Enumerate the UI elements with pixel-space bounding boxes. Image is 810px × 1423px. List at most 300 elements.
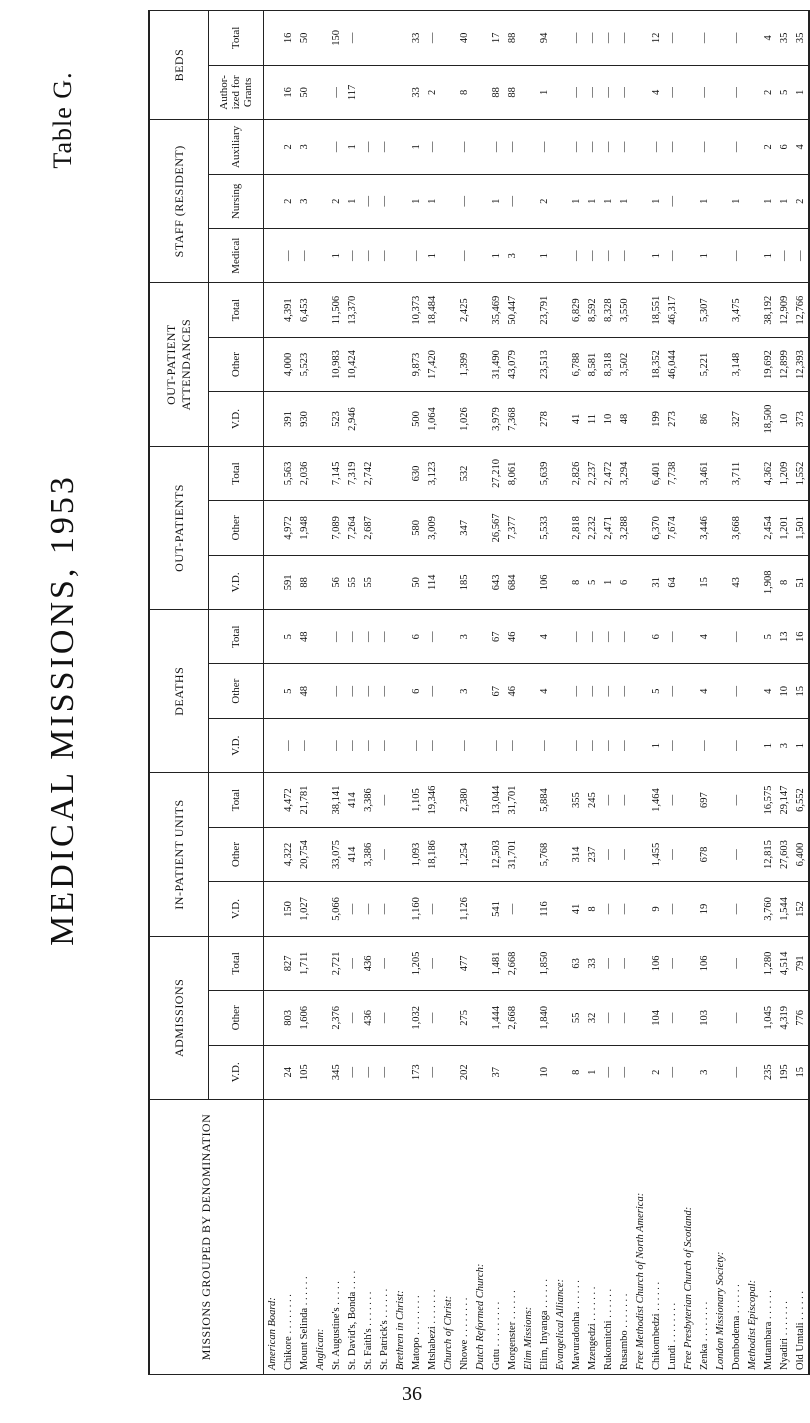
table-cell [632, 120, 648, 174]
table-cell [744, 501, 760, 555]
mission-row [536, 11, 552, 1375]
table-cell [744, 718, 760, 772]
table-cell: 6 [616, 555, 632, 609]
table-cell [744, 1045, 760, 1099]
table-cell: — [600, 718, 616, 772]
sub-nursing: Nursing [209, 174, 264, 228]
sub-other: Other [209, 337, 264, 391]
table-cell: 1,399 [456, 337, 472, 391]
table-cell: 15 [792, 1045, 809, 1099]
table-cell: 17,420 [424, 337, 440, 391]
mission-name: Mutambara . . . . . . [760, 1100, 776, 1375]
table-cell: 5,533 [536, 501, 552, 555]
table-cell: 1,544 [776, 882, 792, 936]
table-cell: 38,192 [760, 283, 776, 337]
table-cell [440, 555, 456, 609]
table-cell [440, 718, 456, 772]
table-cell: — [408, 718, 424, 772]
table-cell: 1,045 [760, 991, 776, 1045]
table-cell [552, 65, 568, 119]
table-cell [440, 283, 456, 337]
table-cell [520, 773, 536, 827]
mission-name: Mavuradonha . . . . . . [568, 1100, 584, 1375]
table-cell: — [296, 229, 312, 283]
table-cell [440, 392, 456, 446]
table-cell: 46,317 [664, 283, 680, 337]
table-cell [632, 392, 648, 446]
table-cell: 1,126 [456, 882, 472, 936]
table-cell: — [376, 827, 392, 881]
table-cell [264, 773, 281, 827]
table-cell [712, 229, 728, 283]
table-cell [472, 65, 488, 119]
table-cell [392, 882, 408, 936]
table-cell: — [728, 936, 744, 990]
table-cell [680, 991, 696, 1045]
table-cell [712, 991, 728, 1045]
page-number: 36 [402, 1383, 422, 1405]
table-cell: 48 [296, 664, 312, 718]
table-cell: 4,000 [280, 337, 296, 391]
table-cell: 8,318 [600, 337, 616, 391]
table-cell [264, 120, 281, 174]
table-cell [552, 827, 568, 881]
table-cell [632, 882, 648, 936]
table-cell: 2,826 [568, 446, 584, 500]
sub-vd: V.D. [209, 718, 264, 772]
table-cell: 2,454 [760, 501, 776, 555]
table-cell [632, 174, 648, 228]
table-cell [744, 610, 760, 664]
table-cell [744, 446, 760, 500]
table-cell [312, 936, 328, 990]
mission-row [616, 11, 632, 1375]
table-cell: — [584, 120, 600, 174]
table-cell: 50 [296, 11, 312, 66]
table-cell [680, 446, 696, 500]
table-cell: 12,393 [792, 337, 809, 391]
table-cell: — [776, 229, 792, 283]
table-cell: — [616, 718, 632, 772]
table-cell: 2 [760, 65, 776, 119]
table-cell: 314 [568, 827, 584, 881]
table-cell [440, 174, 456, 228]
table-cell [744, 174, 760, 228]
table-cell [680, 392, 696, 446]
table-cell [680, 174, 696, 228]
denomination-name: Elim Missions: [520, 1100, 536, 1375]
table-cell: 41 [568, 882, 584, 936]
table-cell [680, 501, 696, 555]
table-cell: 11,506 [328, 283, 344, 337]
mission-name: Rukomitchi . . . . . . [600, 1100, 616, 1375]
table-cell: — [616, 120, 632, 174]
table-cell [552, 283, 568, 337]
table-cell [632, 718, 648, 772]
table-cell: 2,818 [568, 501, 584, 555]
table-cell: 21,781 [296, 773, 312, 827]
header-admissions: ADMISSIONS [149, 936, 209, 1099]
table-cell: 48 [296, 610, 312, 664]
table-cell: 1 [792, 718, 809, 772]
table-cell: 6 [776, 120, 792, 174]
table-cell: 103 [696, 991, 712, 1045]
table-cell: — [568, 610, 584, 664]
mission-name: Mtshabezi . . . . . . . [424, 1100, 440, 1375]
table-cell: 18,186 [424, 827, 440, 881]
table-cell: 630 [408, 446, 424, 500]
table-cell: — [728, 991, 744, 1045]
table-cell [712, 555, 728, 609]
table-cell: 1,209 [776, 446, 792, 500]
table-cell: — [344, 936, 360, 990]
table-cell [744, 827, 760, 881]
mission-name: Old Umtali . . . . . . [792, 1100, 809, 1375]
table-cell [552, 174, 568, 228]
table-cell: — [728, 1045, 744, 1099]
table-cell [712, 1045, 728, 1099]
table-cell [312, 11, 328, 66]
table-cell: — [376, 718, 392, 772]
table-cell: — [568, 11, 584, 66]
table-cell: 2,687 [360, 501, 376, 555]
table-cell [680, 283, 696, 337]
table-cell: — [600, 882, 616, 936]
table-cell: — [664, 718, 680, 772]
table-cell: 1,205 [408, 936, 424, 990]
table-cell: 1,501 [792, 501, 809, 555]
table-cell: 1,606 [296, 991, 312, 1045]
table-cell [712, 174, 728, 228]
table-cell: 678 [696, 827, 712, 881]
table-cell: — [728, 229, 744, 283]
mission-row [728, 11, 744, 1375]
header-beds: BEDS [149, 11, 209, 120]
table-cell [472, 11, 488, 66]
table-cell: 355 [568, 773, 584, 827]
table-cell: — [568, 65, 584, 119]
table-cell [712, 718, 728, 772]
table-cell: 1,254 [456, 827, 472, 881]
table-cell: 1,908 [760, 555, 776, 609]
table-cell [744, 229, 760, 283]
table-cell: — [664, 827, 680, 881]
table-cell: 38,141 [328, 773, 344, 827]
table-cell: — [664, 11, 680, 66]
table-cell [376, 555, 392, 609]
table-cell: 776 [792, 991, 809, 1045]
mission-row [648, 11, 664, 1375]
table-cell: — [664, 773, 680, 827]
table-cell: 19,692 [760, 337, 776, 391]
table-cell: — [504, 174, 520, 228]
table-cell: 6,453 [296, 283, 312, 337]
table-cell [712, 664, 728, 718]
table-cell [712, 337, 728, 391]
table-cell: 40 [456, 11, 472, 66]
table-cell [472, 610, 488, 664]
table-cell: 5,066 [328, 882, 344, 936]
table-cell: — [504, 120, 520, 174]
table-cell: 150 [328, 11, 344, 66]
table-cell [680, 882, 696, 936]
table-cell: — [664, 229, 680, 283]
table-cell: 477 [456, 936, 472, 990]
sub-vd: V.D. [209, 1045, 264, 1099]
table-cell: 50 [408, 555, 424, 609]
header-group-row [149, 11, 209, 1375]
table-cell [472, 120, 488, 174]
table-cell: — [616, 610, 632, 664]
table-cell: — [280, 229, 296, 283]
table-cell: 4,514 [776, 936, 792, 990]
mission-name: Mzengedzi . . . . . . . [584, 1100, 600, 1375]
table-cell: 1,481 [488, 936, 504, 990]
sub-vd: V.D. [209, 555, 264, 609]
table-cell [712, 283, 728, 337]
table-cell: — [328, 65, 344, 119]
table-cell [632, 555, 648, 609]
table-cell: — [344, 718, 360, 772]
table-cell: 43,079 [504, 337, 520, 391]
table-cell: 5 [584, 555, 600, 609]
table-cell [392, 610, 408, 664]
table-cell [472, 174, 488, 228]
table-cell: 88 [504, 65, 520, 119]
table-cell [520, 501, 536, 555]
table-cell: — [584, 229, 600, 283]
table-cell: 5,307 [696, 283, 712, 337]
table-cell: 7,368 [504, 392, 520, 446]
table-cell: 10,373 [408, 283, 424, 337]
table-cell: 237 [584, 827, 600, 881]
table-cell [312, 610, 328, 664]
table-cell: — [664, 882, 680, 936]
table-cell: 1 [648, 174, 664, 228]
table-cell [632, 1045, 648, 1099]
table-cell [632, 337, 648, 391]
table-cell: 18,352 [648, 337, 664, 391]
table-cell [520, 337, 536, 391]
table-cell [440, 120, 456, 174]
table-cell: 15 [792, 664, 809, 718]
table-cell [312, 337, 328, 391]
table-cell: 8 [456, 65, 472, 119]
table-cell: 31,701 [504, 773, 520, 827]
table-cell: 48 [616, 392, 632, 446]
table-cell [552, 773, 568, 827]
table-cell [680, 65, 696, 119]
table-cell: — [376, 773, 392, 827]
table-cell: 275 [456, 991, 472, 1045]
table-cell: — [600, 664, 616, 718]
header-in-patient-units: IN-PATIENT UNITS [149, 773, 209, 936]
table-cell [264, 337, 281, 391]
table-cell: 199 [648, 392, 664, 446]
sub-total: Total [209, 283, 264, 337]
table-cell: — [424, 718, 440, 772]
table-cell: 13,044 [488, 773, 504, 827]
table-cell: 7,674 [664, 501, 680, 555]
table-cell [264, 827, 281, 881]
table-cell [632, 936, 648, 990]
table-cell: — [344, 11, 360, 66]
table-cell: 1 [776, 174, 792, 228]
table-cell [680, 610, 696, 664]
mission-name: Chikombedzi . . . . . . [648, 1100, 664, 1375]
table-cell: 1 [568, 174, 584, 228]
mission-row [488, 11, 504, 1375]
table-cell: 2,946 [344, 392, 360, 446]
table-cell [520, 11, 536, 66]
table-cell [680, 718, 696, 772]
table-cell: — [360, 610, 376, 664]
table-cell: 3 [696, 1045, 712, 1099]
table-cell: — [424, 610, 440, 664]
denomination-name: Church of Christ: [440, 1100, 456, 1375]
table-cell [520, 65, 536, 119]
table-cell [744, 882, 760, 936]
table-cell: 106 [536, 555, 552, 609]
table-cell [472, 773, 488, 827]
table-cell [680, 664, 696, 718]
table-cell: 273 [664, 392, 680, 446]
table-cell: 1 [648, 718, 664, 772]
table-cell [744, 991, 760, 1045]
table-cell: 2 [760, 120, 776, 174]
table-cell: 1 [584, 174, 600, 228]
header-out-patients: OUT-PATIENTS [149, 446, 209, 609]
sub-total: Total [209, 11, 264, 66]
table-cell [680, 936, 696, 990]
table-cell [680, 827, 696, 881]
table-cell [264, 610, 281, 664]
table-cell [392, 65, 408, 119]
table-cell: 6,788 [568, 337, 584, 391]
table-cell [392, 501, 408, 555]
table-cell: 12,899 [776, 337, 792, 391]
table-cell: 1,027 [296, 882, 312, 936]
table-cell [552, 991, 568, 1045]
table-cell: 6 [408, 664, 424, 718]
table-cell: 17 [488, 11, 504, 66]
table-cell: 8 [776, 555, 792, 609]
table-cell: — [328, 610, 344, 664]
table-cell: 4 [536, 610, 552, 664]
table-cell [744, 555, 760, 609]
mission-row [568, 11, 584, 1375]
table-cell: 6 [408, 610, 424, 664]
table-cell: 1 [536, 229, 552, 283]
table-cell: 245 [584, 773, 600, 827]
table-cell: 51 [792, 555, 809, 609]
table-cell: — [600, 11, 616, 66]
table-cell: — [424, 664, 440, 718]
table-cell [552, 446, 568, 500]
table-cell [440, 11, 456, 66]
denomination-name: Brethren in Christ: [392, 1100, 408, 1375]
table-cell [264, 664, 281, 718]
table-cell: 532 [456, 446, 472, 500]
table-cell: 2 [328, 174, 344, 228]
table-cell: — [616, 1045, 632, 1099]
table-cell: 8,581 [584, 337, 600, 391]
table-cell: — [600, 65, 616, 119]
table-cell: — [664, 664, 680, 718]
table-cell: — [568, 718, 584, 772]
table-cell: 33 [408, 65, 424, 119]
table-cell: 3 [456, 610, 472, 664]
table-cell: 8,328 [600, 283, 616, 337]
table-cell [712, 65, 728, 119]
table-cell [520, 610, 536, 664]
table-cell: 3 [296, 120, 312, 174]
table-cell: — [376, 664, 392, 718]
missions-table [148, 10, 810, 1375]
mission-row [776, 11, 792, 1375]
table-cell: 56 [328, 555, 344, 609]
running-head [8, 0, 118, 1423]
mission-row [600, 11, 616, 1375]
table-cell [712, 120, 728, 174]
table-cell: 195 [776, 1045, 792, 1099]
table-cell [520, 283, 536, 337]
table-cell [744, 664, 760, 718]
denomination-row [552, 11, 568, 1375]
denomination-row [392, 11, 408, 1375]
table-cell [312, 882, 328, 936]
denomination-name: London Missionary Society: [712, 1100, 728, 1375]
table-cell: 11 [584, 392, 600, 446]
table-cell: — [360, 664, 376, 718]
table-cell [632, 827, 648, 881]
table-cell: 4,972 [280, 501, 296, 555]
table-cell: 1,280 [760, 936, 776, 990]
table-cell: 4 [696, 664, 712, 718]
table-cell: — [664, 120, 680, 174]
table-cell [264, 392, 281, 446]
table-cell: 4,319 [776, 991, 792, 1045]
table-cell [376, 283, 392, 337]
table-cell: 3,979 [488, 392, 504, 446]
table-cell: 12,503 [488, 827, 504, 881]
denomination-row [440, 11, 456, 1375]
mission-name: Nhowe . . . . . . . . [456, 1100, 472, 1375]
table-cell: 33 [408, 11, 424, 66]
denomination-name: Free Presbyterian Church of Scotland: [680, 1100, 696, 1375]
table-cell: 2,237 [584, 446, 600, 500]
table-cell [264, 936, 281, 990]
table-cell [552, 555, 568, 609]
table-cell: 31,701 [504, 827, 520, 881]
table-cell: 67 [488, 610, 504, 664]
table-cell: — [728, 773, 744, 827]
table-cell [520, 936, 536, 990]
table-cell [264, 882, 281, 936]
table-cell: 3,386 [360, 773, 376, 827]
table-cell [744, 65, 760, 119]
table-cell [472, 283, 488, 337]
table-cell: 50 [296, 65, 312, 119]
table-cell: — [424, 120, 440, 174]
denomination-row [264, 11, 281, 1375]
table-cell: 541 [488, 882, 504, 936]
table-cell: 414 [344, 827, 360, 881]
table-cell: 523 [328, 392, 344, 446]
table-cell: 7,738 [664, 446, 680, 500]
table-cell: 827 [280, 936, 296, 990]
table-cell [744, 337, 760, 391]
